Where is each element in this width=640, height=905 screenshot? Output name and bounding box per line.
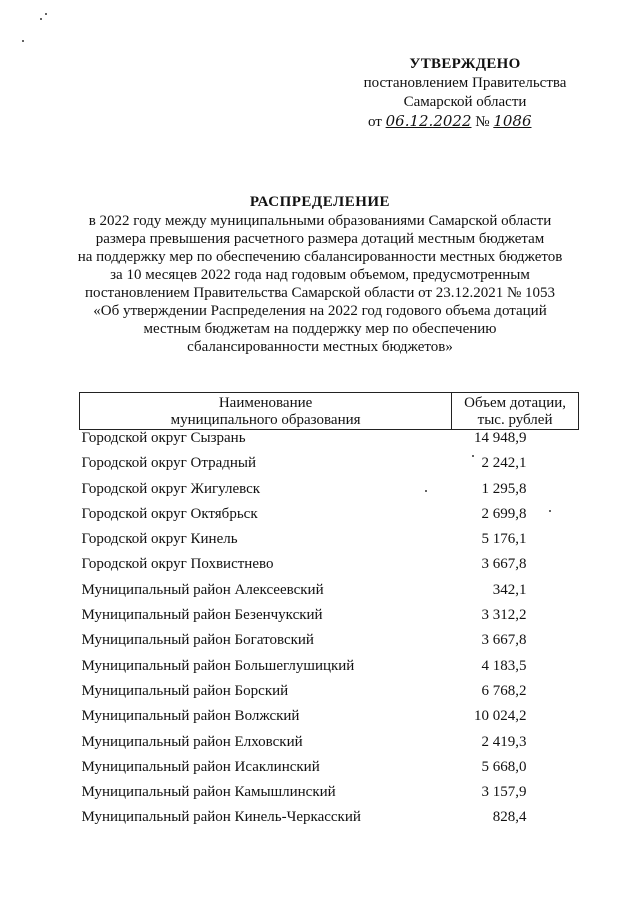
table-row	[80, 683, 579, 708]
row-value: 342,1	[492, 581, 527, 598]
row-name: Городской округ Сызрань	[81, 430, 246, 446]
heading-line: местным бюджетам на поддержку мер по обеспечению	[143, 321, 497, 337]
row-name: Муниципальный район Камышлинский	[81, 784, 336, 801]
handwritten-number: 1086	[493, 112, 532, 130]
table-row	[80, 430, 579, 456]
scan-speck	[22, 40, 24, 42]
table-row	[80, 734, 579, 759]
row-name: Муниципальный район Волжский	[81, 708, 300, 725]
row-value: 3 312,2	[481, 607, 527, 624]
table-row	[80, 607, 579, 632]
row-value: 1 295,8	[481, 480, 527, 497]
row-value: 14 948,9	[474, 430, 527, 446]
heading-line: «Об утверждении Распределения на 2022 год годового объема дотаций	[93, 303, 547, 319]
row-value: 828,4	[492, 809, 527, 826]
table-row	[80, 809, 579, 834]
table-row	[80, 784, 579, 809]
row-value: 3 667,8	[481, 632, 527, 649]
header-name-line-1: Наименование	[218, 395, 313, 411]
heading-line: на поддержку мер по обеспечению сбалансированности местных бюджетов	[77, 249, 563, 265]
row-value: 4 183,5	[481, 657, 527, 674]
approval-title: УТВЕРЖДЕНО	[409, 56, 521, 72]
row-name: Городской округ Кинель	[81, 531, 238, 548]
row-value: 10 024,2	[474, 708, 527, 725]
table-body	[80, 430, 579, 835]
header-value-line-2: тыс. рублей	[477, 412, 553, 428]
row-value: 5 668,0	[481, 758, 527, 775]
table-row	[80, 481, 579, 506]
header-name-line-2: муниципального образования	[170, 412, 361, 428]
document-heading	[60, 193, 580, 356]
table-row	[80, 632, 579, 657]
table-row	[80, 759, 579, 784]
header-value	[452, 393, 579, 430]
table-row	[80, 658, 579, 683]
heading-line: размера превышения расчетного размера дотаций местным бюджетам	[95, 231, 545, 247]
approval-line-1: постановлением Правительства	[363, 75, 567, 91]
row-value: 3 667,8	[481, 556, 527, 573]
row-name: Муниципальный район Елховский	[81, 733, 303, 750]
table-row	[80, 531, 579, 556]
row-value: 2 419,3	[481, 733, 527, 750]
handwritten-date: 06.12.2022	[385, 112, 472, 130]
table-header-row	[80, 393, 579, 430]
header-value-line-1: Объем дотации,	[464, 395, 567, 411]
table-row	[80, 556, 579, 581]
table-row	[80, 506, 579, 531]
approval-line-2: Самарской области	[403, 94, 527, 110]
row-name: Муниципальный район Большеглушицкий	[81, 657, 355, 674]
approval-date-line	[360, 112, 570, 132]
heading-line: за 10 месяцев 2022 года над годовым объемом, предусмотренным	[110, 267, 530, 283]
row-value: 5 176,1	[481, 531, 527, 548]
row-name: Муниципальный район Кинель-Черкасский	[81, 809, 361, 826]
row-value: 2 699,8	[481, 505, 527, 522]
row-name: Муниципальный район Безенчукский	[81, 607, 323, 624]
row-name: Городской округ Похвистнево	[81, 556, 274, 573]
scan-speck	[45, 13, 47, 15]
row-name: Городской округ Отрадный	[81, 455, 256, 472]
table-row	[80, 455, 579, 480]
approval-stamp	[360, 55, 570, 132]
header-name	[80, 393, 452, 430]
distribution-table	[79, 392, 579, 835]
row-name: Городской округ Октябрьск	[81, 505, 258, 522]
row-name: Муниципальный район Исаклинский	[81, 758, 320, 775]
heading-line: в 2022 году между муниципальными образованиями Самарской области	[88, 213, 552, 229]
heading-title: РАСПРЕДЕЛЕНИЕ	[249, 194, 391, 210]
table-row	[80, 708, 579, 733]
row-name: Муниципальный район Борский	[81, 682, 289, 699]
row-value: 2 242,1	[481, 455, 527, 472]
heading-line: постановлением Правительства Самарской области от 23.12.2021 № 1053	[84, 285, 556, 301]
table-row	[80, 582, 579, 607]
row-name: Городской округ Жигулевск	[81, 480, 261, 497]
row-value: 3 157,9	[481, 784, 527, 801]
date-prefix: от	[368, 114, 382, 130]
row-name: Муниципальный район Алексеевский	[81, 581, 324, 598]
number-prefix: №	[475, 114, 490, 130]
heading-line: сбалансированности местных бюджетов»	[187, 339, 453, 355]
row-value: 6 768,2	[481, 682, 527, 699]
row-name: Муниципальный район Богатовский	[81, 632, 314, 649]
scan-speck	[40, 18, 42, 20]
